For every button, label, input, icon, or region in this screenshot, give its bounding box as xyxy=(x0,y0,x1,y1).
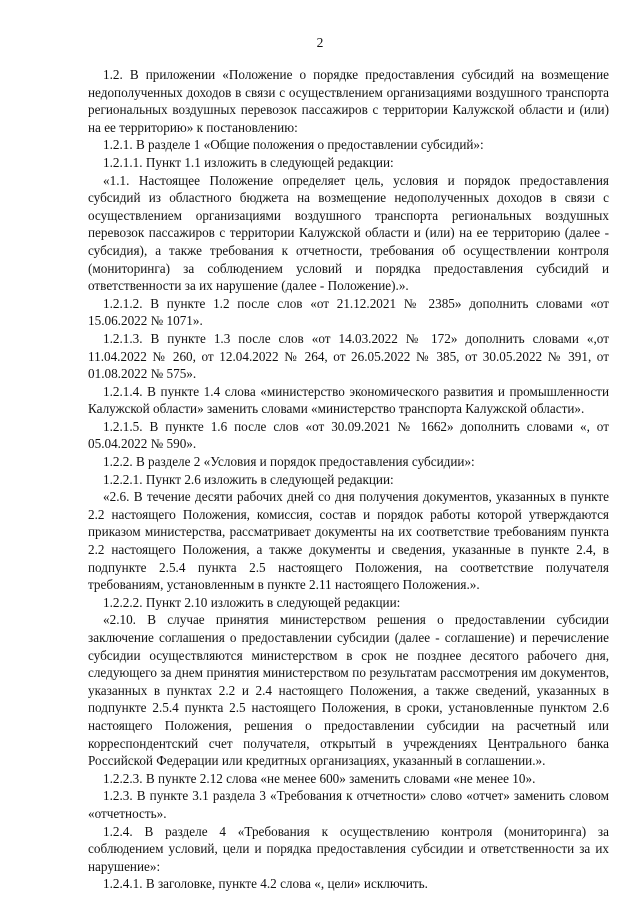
paragraph-1-2-1-4: 1.2.1.4. В пункте 1.4 слова «министерство экономического развития и промышленности Калужской области» заменить словами «министерство транспорта Калужской области». xyxy=(88,383,609,417)
page-number: 2 xyxy=(316,35,324,50)
paragraph-quote-2-6: «2.6. В течение десяти рабочих дней со дня получения документов, указанных в пункте 2.2 настоящего Положения, комиссия, состав и порядок работы которой утверждаются приказом министерства, рассматривает документы на их соответствие требованиям пункта 2.2 настоящего Положения, а также документы и сведения, указанные в пункте 2.4, в подпункте 2.5.4 пункта 2.5 настоящего Положения, на соответствие получателя требованиям, установленным в пункте 2.11 настоящего Положения.». xyxy=(88,489,609,593)
paragraph-1-2-1-3: 1.2.1.3. В пункте 1.3 после слов «от 14.03.2022 № 172» дополнить словами «,от 11.04.2022 № 260, от 12.04.2022 № 264, от 26.05.2022 № 385, от 30.05.2022 № 391, от 01.08.2022 № 575». xyxy=(88,330,609,382)
paragraph-1-2-2-2: 1.2.2.2. Пункт 2.10 изложить в следующей редакции: xyxy=(103,594,401,610)
paragraph-1-2-1-5: 1.2.1.5. В пункте 1.6 после слов «от 30.09.2021 № 1662» дополнить словами «, от 05.04.2022 № 590». xyxy=(88,418,609,452)
paragraph-1-2: 1.2. В приложении «Положение о порядке предоставления субсидий на возмещение недополученных доходов в связи с осуществлением организациями воздушного транспорта региональных воздушных перевозок пассажиров с территории Калужской области и (или) на ее территорию» к постановлению: xyxy=(88,67,609,135)
paragraph-1-2-3: 1.2.3. В пункте 3.1 раздела 3 «Требования к отчетности» слово «отчет» заменить словом «отчетность». xyxy=(88,788,609,821)
paragraph-1-2-4-1: 1.2.4.1. В заголовке, пункте 4.2 слова «, цели» исключить. xyxy=(103,876,428,892)
document-body xyxy=(88,66,609,893)
paragraph-1-2-2-3: 1.2.2.3. В пункте 2.12 слова «не менее 600» заменить словами «не менее 10». xyxy=(103,770,536,786)
paragraph-quote-1-1: «1.1. Настоящее Положение определяет цель, условия и порядок предоставления субсидий из областного бюджета на возмещение недополученных доходов в связи с осуществлением организациями воздушного транспорта региональных воздушных перевозок пассажиров с территории Калужской области и (или) на ее территорию (далее - субсидия), а также требования к отчетности, требования об осуществлении контроля (мониторинга) за соблюдением условий и порядка предоставления субсидий и ответственности за их нарушение (далее - Положение).». xyxy=(88,172,609,294)
paragraph-1-2-2-1: 1.2.2.1. Пункт 2.6 изложить в следующей редакции: xyxy=(103,471,394,487)
paragraph-1-2-1: 1.2.1. В разделе 1 «Общие положения о предоставлении субсидий»: xyxy=(103,137,484,153)
paragraph-quote-2-10: «2.10. В случае принятия министерством решения о предоставлении субсидии заключение соглашения о предоставлении субсидии (далее - соглашение) и перечисление субсидии осуществляются министерством в срок не позднее десятого рабочего дня, следующего за днем принятия министерством по результатам рассмотрения им документов, указанных в пунктах 2.2 и 2.4 настоящего Положения, а также сведений, указанных в подпункте 2.5.4 пункта 2.5 настоящего Положения, в сроки, установленные пунктом 2.6 настоящего Положения, решения о предоставлении субсидии на расчетный или корреспондентский счет получателя, открытый в учреждениях Центрального банка Российской Федерации или кредитных организациях, указанный в соглашении.». xyxy=(88,612,609,769)
paragraph-1-2-1-1: 1.2.1.1. Пункт 1.1 изложить в следующей редакции: xyxy=(103,154,394,170)
paragraph-1-2-2: 1.2.2. В разделе 2 «Условия и порядок предоставления субсидии»: xyxy=(103,454,475,470)
paragraph-1-2-4: 1.2.4. В разделе 4 «Требования к осуществлению контроля (мониторинга) за соблюдением условий, цели и порядка предоставления субсидии и ответственности за их нарушение»: xyxy=(88,823,609,874)
paragraph-1-2-1-2: 1.2.1.2. В пункте 1.2 после слов «от 21.12.2021 № 2385» дополнить словами «от 15.06.2022 № 1071». xyxy=(88,295,609,329)
